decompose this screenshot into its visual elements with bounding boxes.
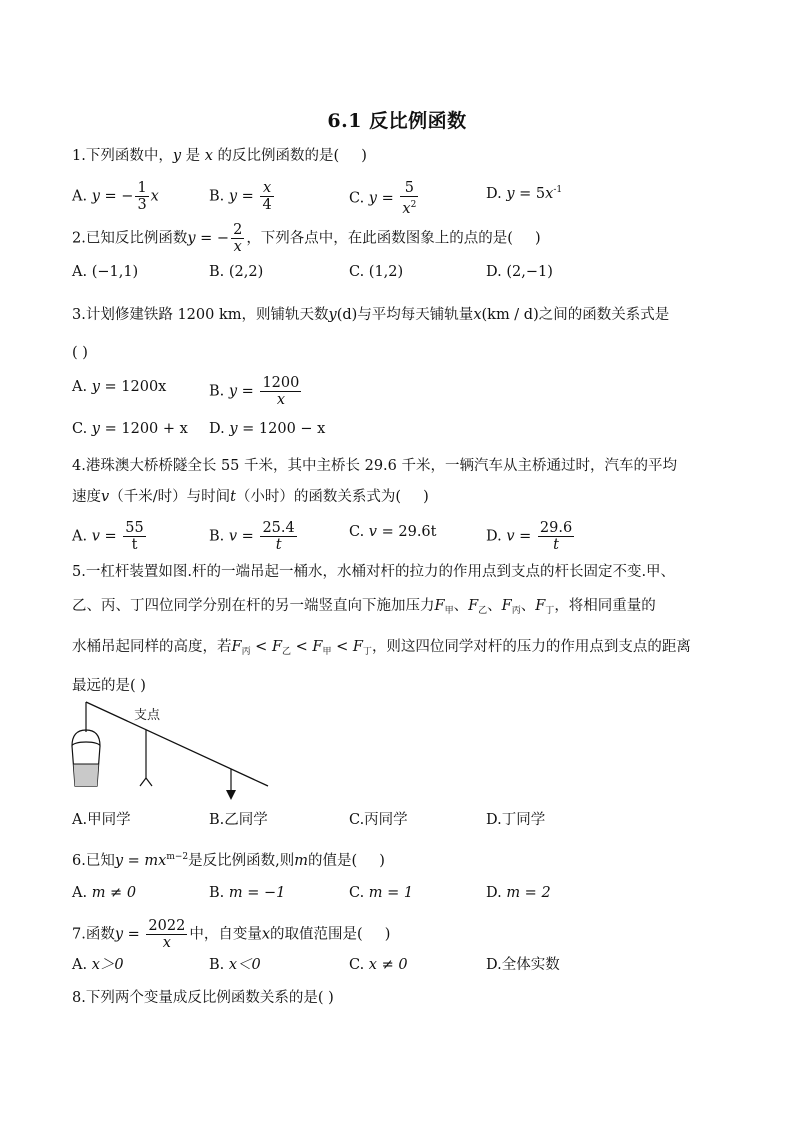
question-2-option-c[interactable]: C. (1,2) <box>349 264 404 280</box>
question-2-option-b[interactable]: B. (2,2) <box>209 264 264 280</box>
fraction: $\frac{5}{x^2}$ <box>402 180 417 217</box>
question-5-stem-line1: 5.一杠杆装置如图.杆的一端吊起一桶水，水桶对杆的拉力的作用点到支点的杆长固定不变.甲、 <box>72 564 676 580</box>
fraction: $\frac{29.6}{t}$ <box>539 520 573 553</box>
question-6-option-c[interactable]: C. m = 1 <box>349 885 414 901</box>
question-1-option-d[interactable]: D. $y = 5x^{-1}$ <box>486 185 563 202</box>
fraction: $\frac{2022}{x}$ <box>148 918 186 951</box>
question-2-option-d[interactable]: D. (2,−1) <box>486 264 553 280</box>
question-5-option-d[interactable]: D.丁同学 <box>486 812 546 828</box>
question-3-option-d[interactable]: D. y = 1200 − x <box>209 421 326 437</box>
question-5-stem-line4: 最远的是( ) <box>72 678 146 694</box>
fulcrum-base <box>140 778 152 786</box>
question-3-stem: 3.计划修建铁路 1200 km，则铺轨天数y(d)与平均每天铺轨量x(km / d)之间的函数关系式是 <box>72 307 670 323</box>
question-5-option-b[interactable]: B.乙同学 <box>209 812 268 828</box>
question-3-option-c[interactable]: C. y = 1200 + x <box>72 421 188 437</box>
question-1-stem: 1.下列函数中，y 是 x 的反比例函数的是( ) <box>72 148 367 164</box>
question-4-stem-line1: 4.港珠澳大桥桥隧全长 55 千米，其中主桥长 29.6 千米，一辆汽车从主桥通过时，汽车的平均 <box>72 458 678 474</box>
question-1-option-c[interactable]: C. y = $\frac{5}{x^2}$ <box>349 180 417 217</box>
question-5-option-c[interactable]: C.丙同学 <box>349 812 408 828</box>
lever-figure <box>62 698 282 810</box>
fulcrum-label: 支点 <box>134 708 161 723</box>
question-6-option-d[interactable]: D. m = 2 <box>486 885 551 901</box>
question-4-option-c[interactable]: C. v = 29.6t <box>349 524 437 540</box>
question-3-option-a[interactable]: A. y = 1200x <box>72 379 167 395</box>
page-title: 6.1 反比例函数 <box>327 110 467 132</box>
question-6-option-b[interactable]: B. m = −1 <box>209 885 286 901</box>
question-1-option-b[interactable]: B. y = $\frac{x}{4}$ <box>209 180 272 213</box>
question-2-stem: 2.已知反比例函数y = − $\frac{2}{x}$ ，下列各点中，在此函数图象上的点的是( ) <box>72 222 541 255</box>
force-arrow-head <box>226 790 236 800</box>
fraction: $\frac{1200}{x}$ <box>262 375 300 408</box>
question-8-stem: 8.下列两个变量成反比例函数关系的是( ) <box>72 990 334 1006</box>
question-5-option-a[interactable]: A.甲同学 <box>72 812 131 828</box>
question-4-stem-line2: 速度v（千米/时）与时间t（小时）的函数关系式为( ) <box>72 489 429 505</box>
question-3-option-b[interactable]: B. y = $\frac{1200}{x}$ <box>209 375 300 408</box>
water <box>74 764 99 786</box>
question-4-option-b[interactable]: B. v = $\frac{25.4}{t}$ <box>209 520 295 553</box>
question-1-option-a[interactable]: A. y = − $\frac{1}{3}$ x <box>72 180 159 213</box>
fraction: $\frac{1}{3}$ <box>137 180 147 213</box>
question-2-option-a[interactable]: A. (−1,1) <box>72 264 139 280</box>
question-4-option-a[interactable]: A. v = $\frac{55}{t}$ <box>72 520 144 553</box>
question-6-option-a[interactable]: A. m ≠ 0 <box>72 885 137 901</box>
question-4-option-d[interactable]: D. v = $\frac{29.6}{t}$ <box>486 520 573 553</box>
fraction: $\frac{55}{t}$ <box>125 520 144 553</box>
fraction: $\frac{2}{x}$ <box>233 222 243 255</box>
question-3-answer-paren: ( ) <box>72 345 88 361</box>
question-7-option-d[interactable]: D.全体实数 <box>486 957 560 973</box>
question-6-stem: 6.已知$y = mx^{m-2}$是反比例函数,则m的值是( ) <box>72 852 385 869</box>
question-7-option-b[interactable]: B. x＜0 <box>209 957 261 973</box>
question-7-stem: 7.函数y = $\frac{2022}{x}$ 中，自变量x的取值范围是( ) <box>72 918 391 951</box>
fraction: $\frac{25.4}{t}$ <box>262 520 295 553</box>
question-5-stem-line3: 水桶吊起同样的高度，若$F_丙 < F_乙 < F_甲 < F_丁$，则这四位同学对杆的压力的作用点到支点的距离 <box>72 639 691 657</box>
fraction: $\frac{x}{4}$ <box>262 180 272 213</box>
question-5-stem-line2: 乙、丙、丁四位同学分别在杆的另一端竖直向下施加压力$F_甲$、$F_乙$、$F_丙$、$F_丁$，将相同重量的 <box>72 598 656 616</box>
lever-bar <box>86 702 268 786</box>
question-7-option-a[interactable]: A. x＞0 <box>72 957 124 973</box>
question-7-option-c[interactable]: C. x ≠ 0 <box>349 957 408 973</box>
